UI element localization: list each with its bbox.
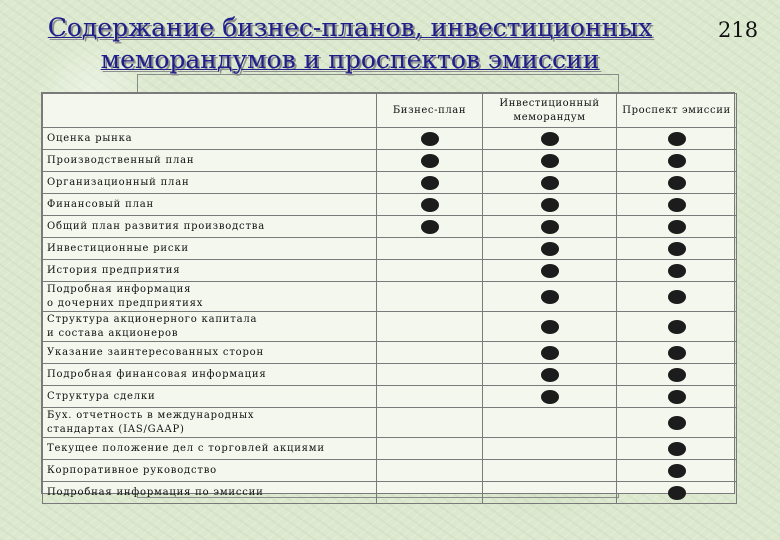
row-label	[43, 260, 377, 282]
row-label-line: Общий план развития производства	[47, 220, 265, 232]
mark-cell-business-plan	[377, 260, 483, 282]
comparison-table	[41, 92, 735, 498]
row-label	[43, 312, 377, 342]
mark-cell-investment-memo	[483, 312, 617, 342]
page-number: 218	[718, 18, 759, 42]
filled-dot-icon	[668, 390, 686, 404]
filled-dot-icon	[668, 154, 686, 168]
filled-dot-icon	[421, 154, 439, 168]
header-cell-investment-memo: Инвестиционный меморандум	[483, 94, 617, 128]
filled-dot-icon	[541, 320, 559, 334]
row-label-line: История предприятия	[47, 264, 181, 276]
row-label	[43, 386, 377, 408]
mark-cell-business-plan	[377, 438, 483, 460]
mark-cell-business-plan	[377, 364, 483, 386]
table-row	[43, 342, 737, 364]
header-cell-label	[43, 94, 377, 128]
filled-dot-icon	[668, 320, 686, 334]
row-label	[43, 172, 377, 194]
table-row	[43, 482, 737, 504]
mark-cell-investment-memo	[483, 482, 617, 504]
mark-cell-investment-memo	[483, 364, 617, 386]
row-label-line: Бух. отчетность в международных	[47, 409, 255, 421]
row-label-line: Инвестиционные риски	[47, 242, 189, 254]
table-row	[43, 408, 737, 438]
table-row	[43, 150, 737, 172]
mark-cell-prospectus	[617, 260, 737, 282]
row-label-line: Корпоративное руководство	[47, 464, 217, 476]
filled-dot-icon	[541, 290, 559, 304]
mark-cell-business-plan	[377, 238, 483, 260]
row-label-line: Подробная информация	[47, 283, 192, 295]
table-row	[43, 282, 737, 312]
row-label	[43, 194, 377, 216]
filled-dot-icon	[668, 132, 686, 146]
slide-title	[0, 12, 700, 76]
table-body	[43, 128, 737, 504]
mark-cell-investment-memo	[483, 342, 617, 364]
row-label-line: Структура сделки	[47, 390, 156, 402]
row-label	[43, 460, 377, 482]
mark-cell-investment-memo	[483, 460, 617, 482]
filled-dot-icon	[541, 176, 559, 190]
filled-dot-icon	[541, 264, 559, 278]
row-label-line: Финансовый план	[47, 198, 154, 210]
row-label-line: Указание заинтересованных сторон	[47, 346, 264, 358]
mark-cell-business-plan	[377, 408, 483, 438]
filled-dot-icon	[668, 346, 686, 360]
mark-cell-business-plan	[377, 282, 483, 312]
row-label	[43, 408, 377, 438]
mark-cell-prospectus	[617, 364, 737, 386]
filled-dot-icon	[421, 198, 439, 212]
mark-cell-investment-memo	[483, 408, 617, 438]
mark-cell-investment-memo	[483, 150, 617, 172]
mark-cell-investment-memo	[483, 128, 617, 150]
row-label-line: и состава акционеров	[47, 327, 179, 339]
filled-dot-icon	[541, 220, 559, 234]
filled-dot-icon	[541, 242, 559, 256]
mark-cell-prospectus	[617, 128, 737, 150]
row-label-line: Текущее положение дел с торговлей акциями	[47, 442, 325, 454]
row-label-line: о дочерних предприятиях	[47, 297, 204, 309]
table-header-row	[43, 94, 737, 128]
filled-dot-icon	[668, 416, 686, 430]
mark-cell-business-plan	[377, 386, 483, 408]
row-label	[43, 150, 377, 172]
filled-dot-icon	[421, 176, 439, 190]
mark-cell-business-plan	[377, 342, 483, 364]
mark-cell-business-plan	[377, 216, 483, 238]
filled-dot-icon	[541, 346, 559, 360]
slide-title-line-2: меморандумов и проспектов эмиссии	[100, 45, 600, 74]
header-cell-business-plan: Бизнес-план	[377, 94, 483, 128]
mark-cell-prospectus	[617, 386, 737, 408]
table-row	[43, 238, 737, 260]
filled-dot-icon	[668, 368, 686, 382]
row-label	[43, 128, 377, 150]
filled-dot-icon	[421, 220, 439, 234]
row-label	[43, 482, 377, 504]
mark-cell-prospectus	[617, 438, 737, 460]
row-label-line: Производственный план	[47, 154, 195, 166]
mark-cell-investment-memo	[483, 216, 617, 238]
mark-cell-prospectus	[617, 216, 737, 238]
mark-cell-business-plan	[377, 194, 483, 216]
row-label	[43, 238, 377, 260]
filled-dot-icon	[668, 442, 686, 456]
table-row	[43, 460, 737, 482]
row-label-line: Организационный план	[47, 176, 190, 188]
filled-dot-icon	[541, 390, 559, 404]
mark-cell-business-plan	[377, 312, 483, 342]
filled-dot-icon	[668, 464, 686, 478]
row-label-line: Подробная информация по эмиссии	[47, 486, 264, 498]
mark-cell-business-plan	[377, 128, 483, 150]
filled-dot-icon	[668, 486, 686, 500]
table-row	[43, 216, 737, 238]
mark-cell-prospectus	[617, 282, 737, 312]
table-row	[43, 364, 737, 386]
mark-cell-business-plan	[377, 482, 483, 504]
row-label-line: Подробная финансовая информация	[47, 368, 267, 380]
mark-cell-investment-memo	[483, 194, 617, 216]
mark-cell-prospectus	[617, 408, 737, 438]
table-row	[43, 172, 737, 194]
filled-dot-icon	[541, 368, 559, 382]
mark-cell-investment-memo	[483, 386, 617, 408]
mark-cell-prospectus	[617, 194, 737, 216]
mark-cell-business-plan	[377, 150, 483, 172]
table-row	[43, 386, 737, 408]
filled-dot-icon	[668, 264, 686, 278]
row-label	[43, 216, 377, 238]
filled-dot-icon	[421, 132, 439, 146]
mark-cell-prospectus	[617, 238, 737, 260]
filled-dot-icon	[541, 198, 559, 212]
table-row	[43, 128, 737, 150]
row-label-line: стандартах (IAS/GAAP)	[47, 423, 185, 435]
mark-cell-investment-memo	[483, 172, 617, 194]
filled-dot-icon	[668, 198, 686, 212]
slide-title-line-1: Содержание бизнес-планов, инвестиционных	[47, 13, 653, 42]
mark-cell-business-plan	[377, 460, 483, 482]
row-label-line: Оценка рынка	[47, 132, 133, 144]
filled-dot-icon	[668, 242, 686, 256]
mark-cell-investment-memo	[483, 260, 617, 282]
row-label	[43, 438, 377, 460]
table-row	[43, 438, 737, 460]
filled-dot-icon	[668, 176, 686, 190]
mark-cell-prospectus	[617, 482, 737, 504]
table-row	[43, 194, 737, 216]
filled-dot-icon	[541, 132, 559, 146]
row-label-line: Структура акционерного капитала	[47, 313, 258, 325]
filled-dot-icon	[541, 154, 559, 168]
row-label	[43, 364, 377, 386]
mark-cell-prospectus	[617, 460, 737, 482]
row-label	[43, 342, 377, 364]
mark-cell-investment-memo	[483, 282, 617, 312]
table-row	[43, 260, 737, 282]
table-row	[43, 312, 737, 342]
mark-cell-prospectus	[617, 312, 737, 342]
row-label	[43, 282, 377, 312]
filled-dot-icon	[668, 290, 686, 304]
mark-cell-investment-memo	[483, 238, 617, 260]
mark-cell-prospectus	[617, 172, 737, 194]
mark-cell-business-plan	[377, 172, 483, 194]
mark-cell-investment-memo	[483, 438, 617, 460]
mark-cell-prospectus	[617, 342, 737, 364]
mark-cell-prospectus	[617, 150, 737, 172]
filled-dot-icon	[668, 220, 686, 234]
header-cell-prospectus: Проспект эмиссии	[617, 94, 737, 128]
